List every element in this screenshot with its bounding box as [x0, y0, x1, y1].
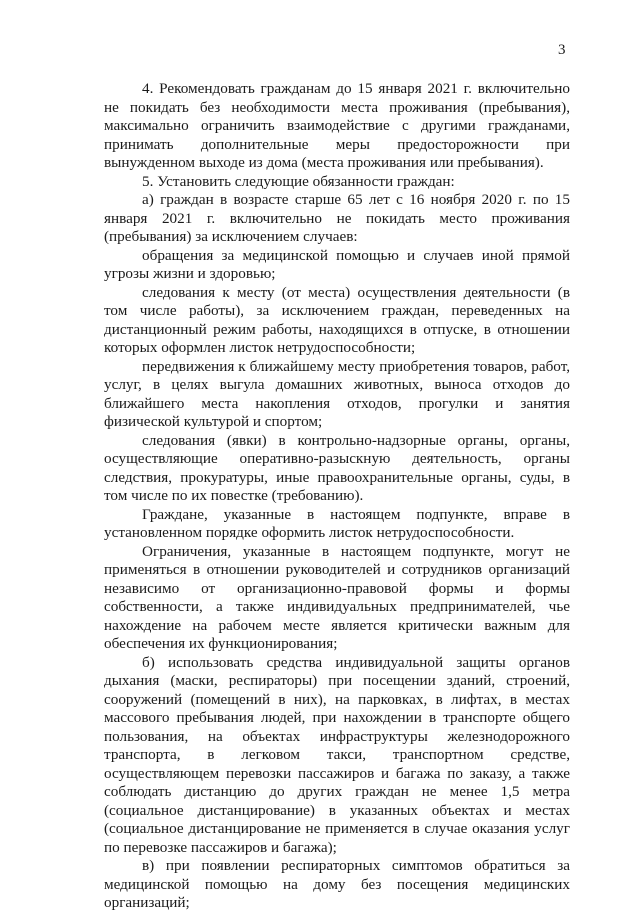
- paragraph-exception-work: следования к месту (от места) осуществления деятельности (в том числе работы), за исключением граждан, переведенных на дистанционный режим работы, находящихся в отпуске, в отношении которых оформлен листок нетрудоспособности;: [104, 283, 570, 356]
- page-number: 3: [558, 42, 566, 58]
- paragraph-item-5-heading: 5. Установить следующие обязанности граждан:: [142, 172, 455, 190]
- paragraph-item-4-recommendation: 4. Рекомендовать гражданам до 15 января 2021 г. включительно не покидать без необходимости места проживания (пребывания), максимально ограничить взаимодействие с другими гражданами, принимать дополнительные меры предосторожности при вынужденном выходе из дома (места проживания или пребывания).: [104, 80, 570, 171]
- paragraph-restrictions-exemption: Ограничения, указанные в настоящем подпункте, могут не применяться в отношении руководителей и сотрудников организаций независимо от организационно-правовой формы и формы собственности, а также индивидуальных предпринимателей, чье нахождение на рабочем месте является критически важным для обеспечения их функционирования;: [104, 542, 570, 652]
- paragraph-subitem-v-symptoms: в) при появлении респираторных симптомов обратиться за медицинской помощью на дому без посещения медицинских организаций;: [104, 857, 570, 911]
- paragraph-exception-medical: обращения за медицинской помощью и случаев иной прямой угрозы жизни и здоровью;: [104, 246, 570, 282]
- document-body: [104, 80, 570, 913]
- paragraph-exception-shopping: передвижения к ближайшему месту приобретения товаров, работ, услуг, в целях выгула домашних животных, выноса отходов до ближайшего места накопления отходов, прогулки и занятия физической культурой и спортом;: [104, 357, 570, 430]
- paragraph-subitem-b-masks: б) использовать средства индивидуальной защиты органов дыхания (маски, респираторы) при посещении зданий, строений, сооружений (помещений в них), на парковках, в лифтах, в местах массового пребывания людей, при нахождении в транспорте общего пользования, на объектах инфраструктуры железнодорожного транспорта, в легковом такси, транспортном средстве, осуществляющем перевозки пассажиров и багажа по заказу, а также соблюдать дистанцию до других граждан не менее 1,5 метра (социальное дистанцирование) в указанных объектах и местах (социальное дистанцирование не применяется в случае оказания услуг по перевозке пассажиров и багажа);: [104, 653, 570, 856]
- paragraph-sick-leave: Граждане, указанные в настоящем подпункте, вправе в установленном порядке оформить листок нетрудоспособности.: [104, 505, 570, 541]
- paragraph-exception-authorities: следования (явки) в контрольно-надзорные органы, органы, осуществляющие оперативно-разыскную деятельность, органы следствия, прокуратуры, иные правоохранительные органы, суды, в том числе по их повестке (требованию).: [104, 431, 570, 504]
- paragraph-subitem-a: а) граждан в возрасте старше 65 лет с 16 ноября 2020 г. по 15 января 2021 г. включительно не покидать место проживания (пребывания) за исключением случаев:: [104, 191, 570, 245]
